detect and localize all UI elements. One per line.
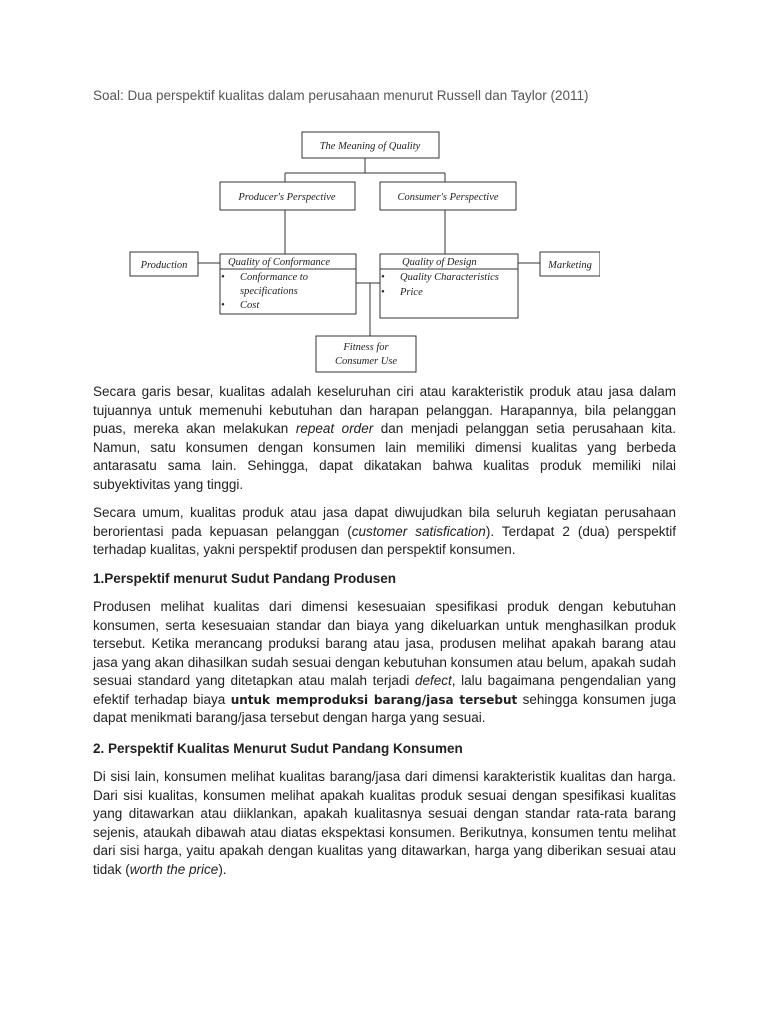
- fitness-label-1: Fitness for: [343, 342, 389, 353]
- quality-diagram: [120, 128, 600, 376]
- design-title: Quality of Design: [402, 257, 477, 268]
- paragraph-4-text-a: Di sisi lain, konsumen melihat kualitas barang/jasa dari dimensi karakteristik kualitas dan harga. Dari sisi kualitas, konsumen melihat apakah kualitas produk sesuai dengan spesifikasi kualitas yang ditawarkan atau diiklankan, apakah kualitasnya sesuai dengan standar rata-rata barang sejenis, ataukah dibawah atau diatas ekspektasi konsumen. Berikutnya, konsumen tentu melihat dari sisi harga, yaitu apakah dengan kualitas yang ditawarkan, harga yang diberikan sesuai atau tidak (: [93, 769, 676, 877]
- consumer-label: Consumer's Perspective: [397, 192, 499, 203]
- paragraph-1-emphasis: repeat order: [295, 421, 374, 436]
- conformance-item-1: Conformance to: [240, 272, 308, 283]
- production-label: Production: [140, 260, 188, 271]
- paragraph-1-text-a: Secara garis besar, kualitas adalah keseluruhan ciri atau karakteristik produk atau jasa dalam tujuannya untuk memenuhi kebutuhan dan harapan pelanggan. Harapannya, bila pelanggan puas, mereka akan melakukan: [93, 384, 676, 436]
- bullet-icon: •: [381, 272, 385, 283]
- heading-producer: 1.Perspektif menurut Sudut Pandang Produsen: [93, 570, 397, 586]
- bullet-icon: •: [381, 287, 385, 298]
- quality-diagram-svg: [120, 128, 600, 376]
- bullet-icon: •: [221, 300, 225, 311]
- paragraph-4: [93, 768, 676, 879]
- paragraph-3-bold: untuk memproduksi barang/jasa tersebut: [230, 692, 518, 707]
- paragraph-4-emphasis: worth the price: [129, 861, 219, 877]
- paragraph-3-text-c: sehingga konsumen juga dapat menikmati barang/jasa tersebut dengan harga yang sesuai.: [93, 691, 676, 725]
- design-item-1: Quality Characteristics: [400, 272, 499, 283]
- conformance-title: Quality of Conformance: [228, 257, 331, 268]
- paragraph-2-text-a: Secara umum, kualitas produk atau jasa dapat diwujudkan bila seluruh kegiatan perusahaan berorientasi pada kepuasan pelanggan (: [93, 505, 676, 539]
- paragraph-2-text-b: ). Terdapat 2 (dua) perspektif terhadap kualitas, yakni perspektif produsen dan perspektif konsumen.: [93, 523, 676, 557]
- design-item-2: Price: [400, 287, 423, 298]
- conformance-item-3: Cost: [240, 300, 260, 311]
- paragraph-3: [93, 598, 676, 728]
- paragraph-2-emphasis: customer satisfication: [351, 523, 486, 539]
- paragraph-2: [93, 504, 676, 560]
- paragraph-1-text-b: dan menjadi pelanggan setia perusahaan kita. Namun, satu konsumen dengan konsumen lain memiliki dimensi kualitas yang berbeda antarasatu sama lain. Sehingga, dapat dikatakan bahwa kualitas produk memiliki nilai subyektivitas yang tinggi.: [93, 421, 676, 492]
- conformance-item-2: specifications: [240, 286, 298, 297]
- fitness-label-2: Consumer Use: [334, 356, 398, 367]
- paragraph-3-emphasis: defect: [414, 673, 452, 688]
- article-body: [93, 383, 676, 889]
- root-label: The Meaning of Quality: [319, 141, 421, 152]
- paragraph-3-text-a: Produsen melihat kualitas dari dimensi kesesuaian spesifikasi produk dengan kebutuhan konsumen, serta kesesuaian standar dan biaya yang dikeluarkan untuk menghasilkan produk tersebut. Ketika merancang produksi barang atau jasa, produsen melihat apakah barang atau jasa yang akan dihasilkan sudah sesuai dengan kebutuhan konsumen atau belum, apakah sudah sesuai standard yang ditetapkan atau malah terjadi: [93, 599, 676, 688]
- paragraph-1: [93, 383, 676, 494]
- heading-consumer: 2. Perspektif Kualitas Menurut Sudut Pandang Konsumen: [93, 740, 463, 756]
- marketing-label: Marketing: [548, 260, 592, 271]
- bullet-icon: •: [221, 272, 225, 283]
- paragraph-4-text-b: ).: [218, 861, 227, 877]
- producer-label: Producer's Perspective: [238, 192, 336, 203]
- question-text: Soal: Dua perspektif kualitas dalam perusahaan menurut Russell dan Taylor (2011): [93, 88, 589, 103]
- paragraph-3-text-b: , lalu bagaimana pengendalian yang efektif terhadap biaya: [93, 673, 676, 707]
